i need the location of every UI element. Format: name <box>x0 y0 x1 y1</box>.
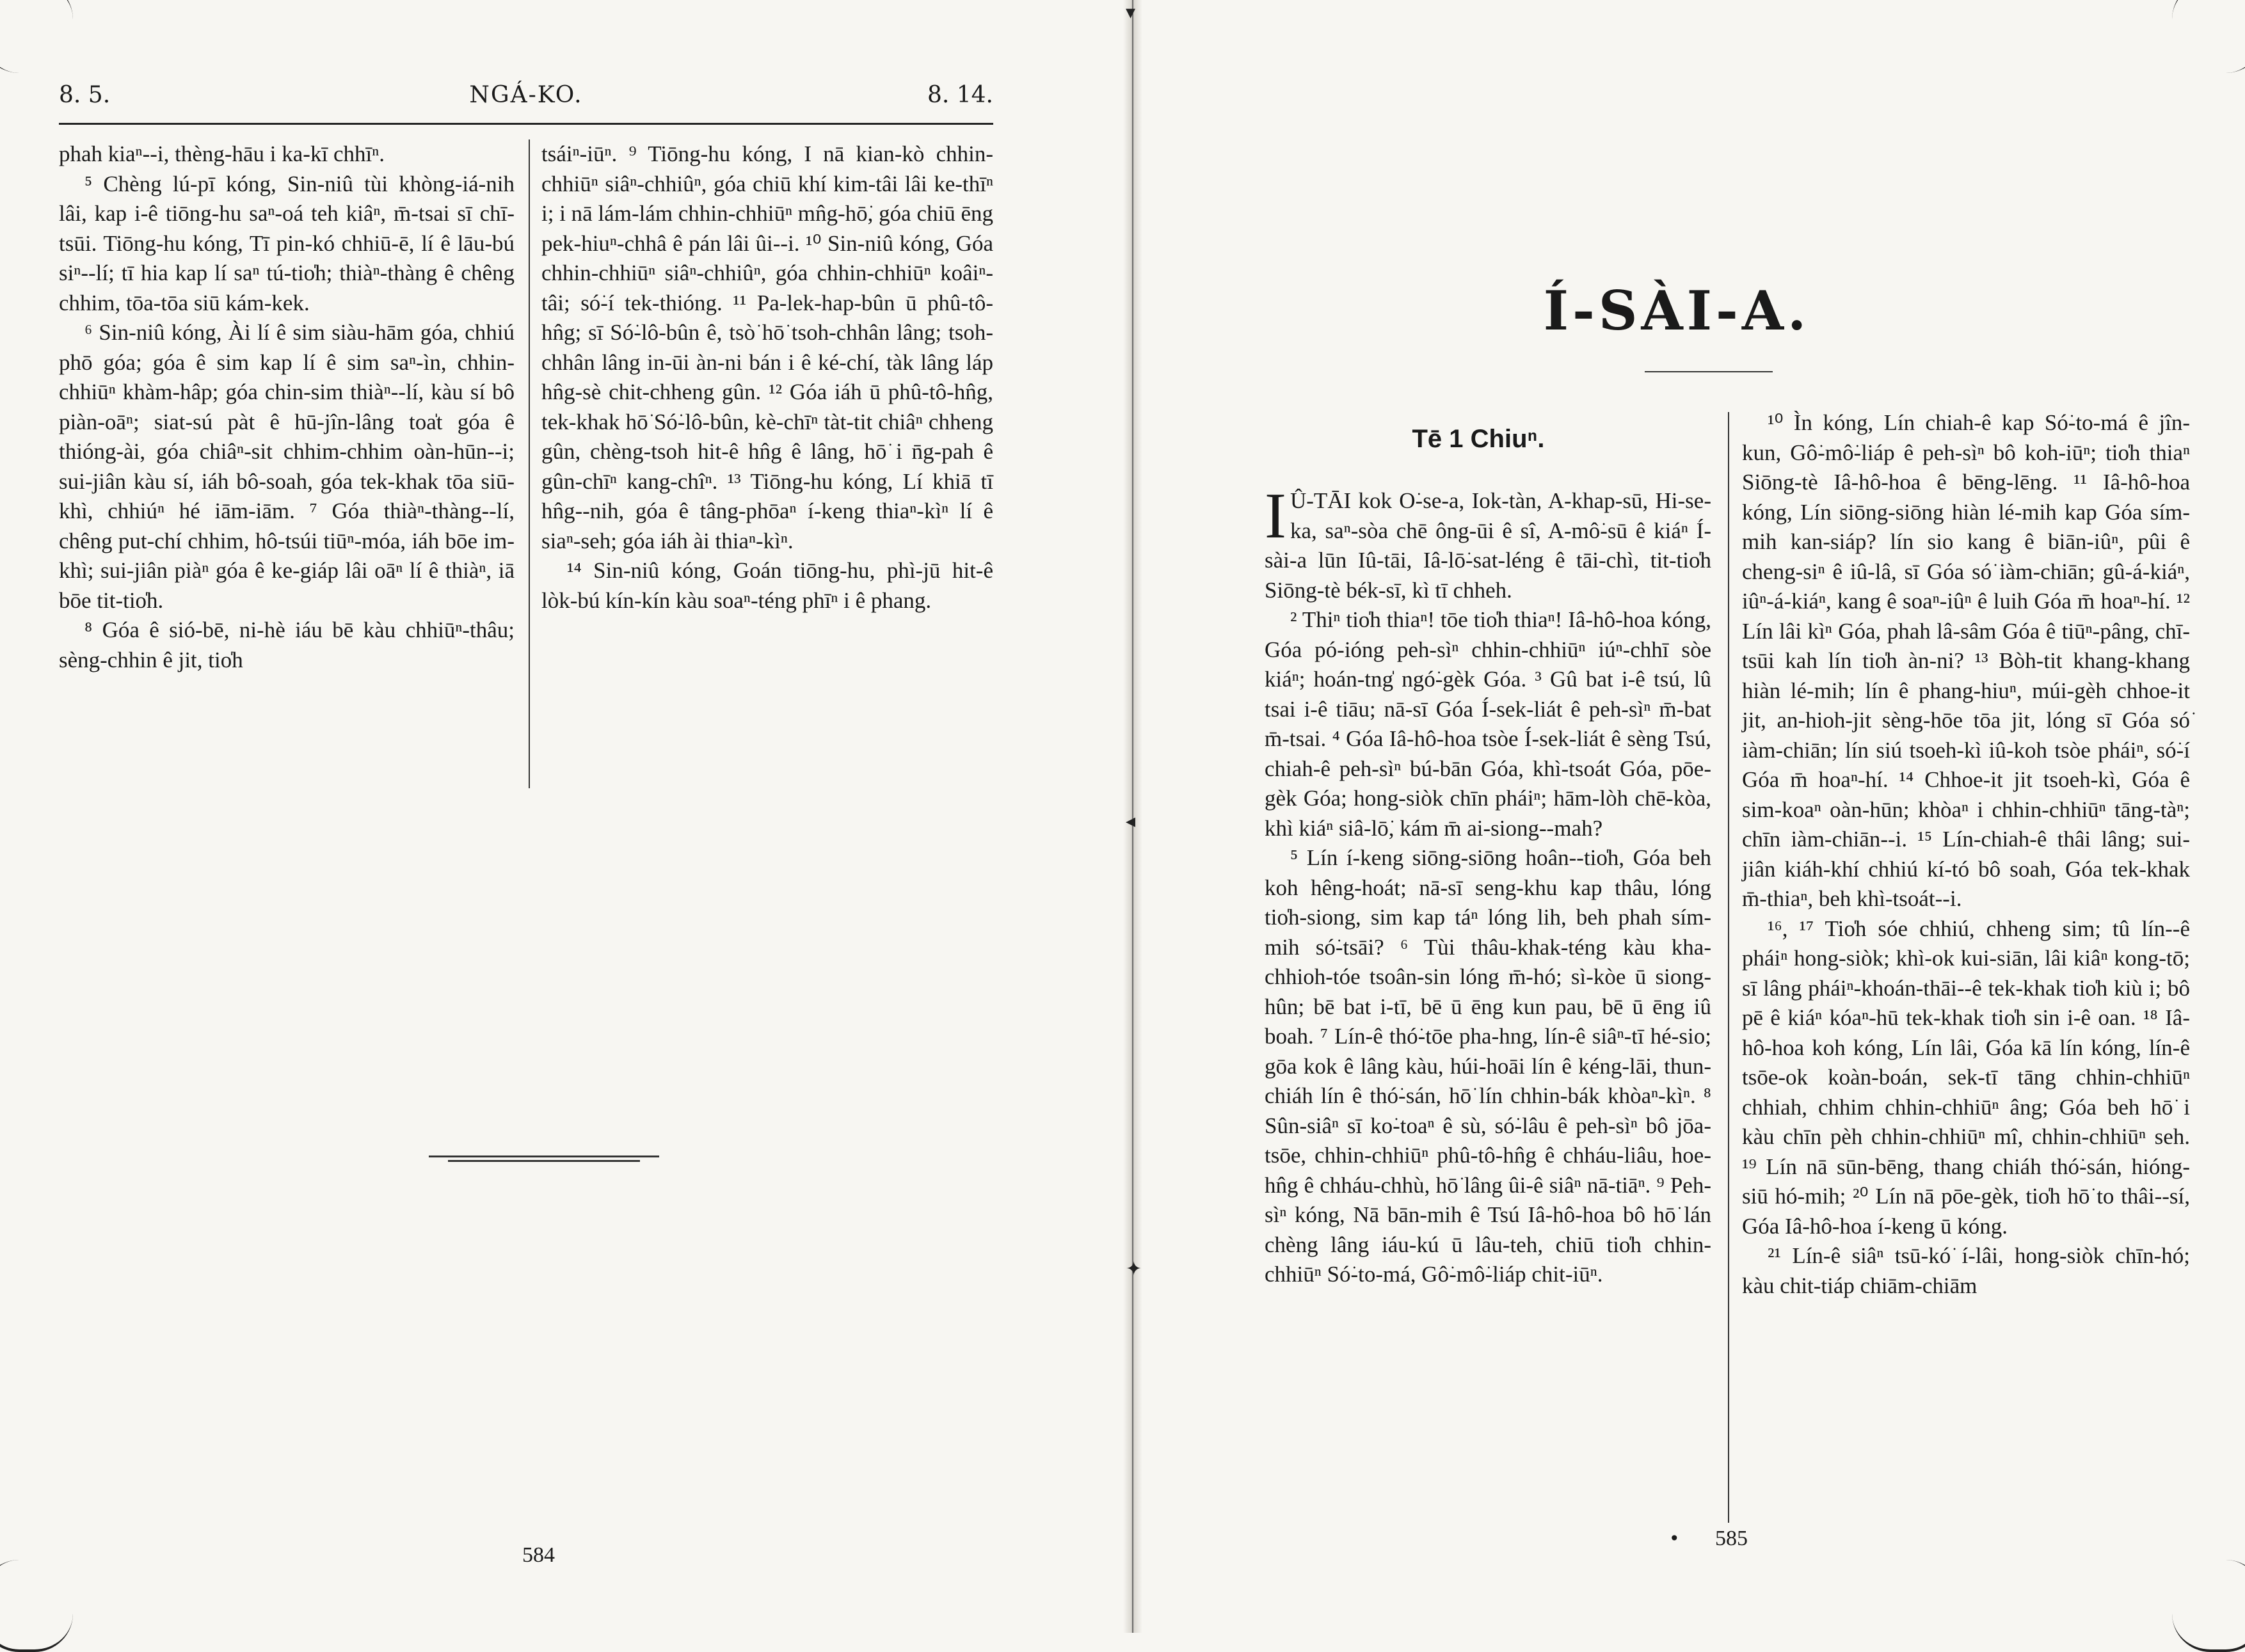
paragraph: ²¹ Lín-ê siâⁿ tsū-kó͘ í-lâi, hong-siòk chīn-hó; kàu chit-tiáp chiām-chiām <box>1742 1243 2190 1298</box>
binding-mark: ▾ <box>1126 1 1136 24</box>
binding-mark: ✦ <box>1126 1258 1142 1280</box>
opening-paragraph <box>1265 480 1711 605</box>
chapter-heading: Tē 1 Chiuⁿ. <box>1412 425 1545 453</box>
right-column-1 <box>1265 480 1711 1290</box>
page-corner-bottom-right <box>2172 1560 2245 1652</box>
column-divider <box>529 139 530 788</box>
page-corner-top-left <box>0 0 73 73</box>
page-number: 585 <box>1715 1527 1748 1550</box>
binding-mark: ◂ <box>1126 810 1136 832</box>
paragraph: phah kiaⁿ--i, thèng-hāu i ka-kī chhīⁿ. <box>59 141 385 166</box>
column-divider <box>1728 412 1729 1523</box>
paragraph: ¹⁶, ¹⁷ Tio̍h sóe chhiú, chheng sim; tû lín--ê pháiⁿ hong-siòk; khì-ok kui-siān, lâi kiâⁿ kong-tō; sī lâng pháiⁿ-khoán-thāi--ê tek-khak tio̍h kiù i; bô pē ê kiáⁿ kóaⁿ-hū tek-khak tio̍h sin i-ê oan. ¹⁸ Iâ-hô-hoa koh kóng, Lín lâi, Góa kā lín kóng, lín-ê tsōe-ok koàn-boán, sek-tī tāng chhin-chhiūⁿ chhiah, chhim chhin-chhiūⁿ âng; Góa beh hō͘ i kàu chīn pèh chhin-chhiūⁿ mî, chhin-chhiūⁿ seh. ¹⁹ Lín nā sūn-bēng, thang chiáh thó͘-sán, hióng-siū hó-mih; ²⁰ Lín nā pōe-gèk, tio̍h hō͘ to thâi--sí, Góa Iâ-hô-hoa í-keng ū kóng. <box>1742 916 2190 1239</box>
drop-cap: I <box>1265 480 1286 552</box>
paragraph: ⁶ Sin-niû kóng, Ài lí ê sim siàu-hām góa, chhiú phō góa; góa ê sim kap lí ê sim saⁿ-ìn, chhin-chhiūⁿ khàm-hâp; góa chin-sim thiàⁿ--lí, kàu sí bô piàn-oāⁿ; siat-sú pàt ê hū-jîn-lâng toa̍t góa ê thióng-ài, góa chiâⁿ-sit chhim-chhim oàn-hūn--i; sui-jiân kàu sí, iáh bô-soah, góa tek-khak tōa siū-khì, chhiúⁿ hé iām-iām. ⁷ Góa thiàⁿ-thàng--lí, chêng put-chí chhim, hô-tsúi tiūⁿ-móa, iáh bōe im-khì; sui-jiân piàⁿ góa ê ke-giáp lâi oāⁿ lí ê thiàⁿ, iā bōe tit-tio̍h. <box>59 320 515 613</box>
paragraph: ⁸ Góa ê sió-bē, ni-hè iáu bē kàu chhiūⁿ-thâu; sèng-chhin ê jit, tio̍h <box>59 617 515 672</box>
paragraph: ¹⁴ Sin-niû kóng, Goán tiōng-hu, phì-jū hit-ê lòk-bú kín-kín kàu soaⁿ-téng phīⁿ i ê phang. <box>541 558 993 613</box>
book-title: Í-SÀI-A. <box>1543 279 1810 342</box>
binding-marks <box>1126 0 1142 1633</box>
paragraph: ⁵ Chèng lú-pī kóng, Sin-niû tùi khòng-iá-nih lâi, kap i-ê tiōng-hu saⁿ-oá teh kiâⁿ, m̄-tsai sī chī-tsūi. Tiōng-hu kóng, Tī pin-kó chhiū-ē, lí ê lāu-bú siⁿ--lí; tī hia kap lí saⁿ tú-tio̍h; thiàⁿ-thàng ê chêng chhim, tōa-tōa siū kám-kek. <box>59 171 515 315</box>
page-corner-bottom-left <box>0 1560 73 1652</box>
bullet-mark: • <box>1669 1528 1680 1549</box>
left-column-2 <box>541 139 993 616</box>
end-ornament <box>429 1156 659 1164</box>
title-rule <box>1645 371 1773 372</box>
right-column-2 <box>1742 408 2190 1301</box>
paragraph: tsáiⁿ-iūⁿ. ⁹ Tiōng-hu kóng, I nā kian-kò chhin-chhiūⁿ siâⁿ-chhiûⁿ, góa chiū khí kim-tâi lâi ke-thīⁿ i; i nā lám-lám chhin-chhiūⁿ mn̂g-hō͘, góa chiū ēng pek-hiuⁿ-chhâ ê pán lâi ûi--i. ¹⁰ Sin-niû kóng, Góa chhin-chhiūⁿ siâⁿ-chhiûⁿ, góa chhin-chhiūⁿ koâiⁿ-tâi; só͘-í tek-thióng. ¹¹ Pa-lek-hap-bûn ū phû-tô-hn̂g; sī Só͘-lô-bûn ê, tsò͘ hō͘ tsoh-chhân lâng; tsoh-chhân lâng in-ūi àn-ni bán i ê ké-chí, tàk lâng láp hn̂g-sè chit-chheng gûn. ¹² Góa iáh ū phû-tô-hn̂g, tek-khak hō͘ Só͘-lô-bûn, kè-chīⁿ tàt-tit chiâⁿ chheng gûn, chèng-tsoh hit-ê hn̂g ê lâng, hō͘ i n̄g-pah ê gûn-chīⁿ kang-chîⁿ. ¹³ Tiōng-hu kóng, Lí khiā tī hn̂g--nih, góa ê tâng-phōaⁿ í-keng thiaⁿ-kìⁿ lí ê siaⁿ-seh; góa iáh ài thiaⁿ-kìⁿ. <box>541 141 993 553</box>
running-head-start-ref: 8. 5. <box>59 82 111 108</box>
paragraph: ⁵ Lín í-keng siōng-siōng hoân--tio̍h, Góa beh koh hêng-hoát; nā-sī seng-khu kap thâu, lóng tio̍h-siong, sim kap táⁿ lóng lih, beh phah sím-mih só͘-tsāi? ⁶ Tùi thâu-khak-téng kàu kha-chhioh-tóe tsoân-sin lóng m̄-hó; sì-kòe ū siong-hûn; bē bat i-tī, bē ū ēng kun pau, bē ū ēng iû boah. ⁷ Lín-ê thó͘-tōe pha-hng, lín-ê siâⁿ-tī hé-sio; gōa kok ê lâng kàu, húi-hoāi lín ê kéng-lāi, thun-chiáh lín ê thó͘-sán, hō͘ lín chhin-bák khòaⁿ-kìⁿ. ⁸ Sûn-siâⁿ sī ko͘-toaⁿ ê sù, só͘-lâu ê peh-sìⁿ bô jōa-tsōe, chhin-chhiūⁿ phû-tô-hn̂g ê chháu-liâu, hoe-hn̂g ê chháu-chhù, hō͘ lâng ûi-ê siâⁿ nā-tiāⁿ. ⁹ Peh-sìⁿ kóng, Nā bān-mih ê Tsú Iâ-hô-hoa bô hō͘ lán chèng lâng iáu-kú ū lâu-teh, chiū tio̍h chhin-chhiūⁿ Só͘-to-má, Gô͘-mô͘-liáp chit-iūⁿ. <box>1265 845 1711 1287</box>
running-head-title: NGÁ-KO. <box>469 82 583 108</box>
left-page <box>0 0 1126 1633</box>
left-column-1 <box>59 139 515 675</box>
running-head-end-ref: 8. 14. <box>927 82 993 108</box>
header-rule <box>59 123 993 125</box>
paragraph: ¹⁰ Ìn kóng, Lín chiah-ê kap Só͘-to-má ê jîn-kun, Gô͘-mô͘-liáp ê peh-sìⁿ bô koh-iūⁿ; tio̍h thiaⁿ Siōng-tè Iâ-hô-hoa ê bēng-lēng. ¹¹ Iâ-hô-hoa kóng, Lín siōng-siōng hiàn lé-mih kap Góa sím-mih kan-siáp? lín sio kang ê biān-iûⁿ, pûi ê cheng-siⁿ ê iû-lâ, sī Góa só͘ iàm-chiān; gû-á-kiáⁿ, iûⁿ-á-kiáⁿ, kang ê soaⁿ-iûⁿ ê luih Góa m̄ hoaⁿ-hí. ¹² Lín lâi kìⁿ Góa, phah lâ-sâm Góa ê tiūⁿ-pâng, chī-tsūi kah lín tio̍h àn-ni? ¹³ Bòh-tit khang-khang hiàn lé-mih; lín ê phang-hiuⁿ, múi-gèh chhoe-it jit, an-hioh-jit sèng-hōe tōa jit, lóng sī Góa só͘ iàm-chiān; lín siú tsoeh-kì iû-koh tsòe pháiⁿ, só͘-í Góa m̄ hoaⁿ-hí. ¹⁴ Chhoe-it jit tsoeh-kì, Góa ê sim-koaⁿ oàn-hūn; khòaⁿ i chhin-chhiūⁿ tāng-tàⁿ; chīn iàm-chiān--i. ¹⁵ Lín-chiah-ê thâi lâng; sui-jiân kiáh-khí chhiú kí-tó bô soah, Góa tek-khak m̄-thiaⁿ, beh khì-tsoát--i. <box>1742 410 2190 911</box>
page-corner-top-right <box>2172 0 2245 73</box>
paragraph: ² Thiⁿ tio̍h thiaⁿ! tōe tio̍h thiaⁿ! Iâ-hô-hoa kóng, Góa pó-ióng peh-sìⁿ chhin-chhiūⁿ iúⁿ-chhī sòe kiáⁿ; hoán-tng̍ ngó͘-gèk Góa. ³ Gû bat i-ê tsú, lû tsai i-ê tiāu; nā-sī Góa Í-sek-liát ê peh-sìⁿ m̄-bat m̄-tsai. ⁴ Góa Iâ-hô-hoa tsòe Í-sek-liát ê sèng Tsú, chiah-ê peh-sìⁿ bú-bān Góa, khì-tsoát Góa, pōe-gèk Góa; hong-siòk chīn pháiⁿ; hām-lòh chē-kòa, khì kiáⁿ siâ-lō͘, kám m̄ ai-siong--mah? <box>1265 607 1711 841</box>
page-number: 584 <box>522 1543 555 1567</box>
opening-text: Û-TĀI kok O͘-se-a, Iok-tàn, A-khap-sū, Hi-se-ka, saⁿ-sòa chē ông-ūi ê sî, A-mô͘-sū ê kiáⁿ Í-sài-a lūn Iû-tāi, Iâ-lō͘-sat-léng ê tāi-chì, tit-tio̍h Siōng-tè bék-sī, kì tī chheh. <box>1265 488 1711 603</box>
